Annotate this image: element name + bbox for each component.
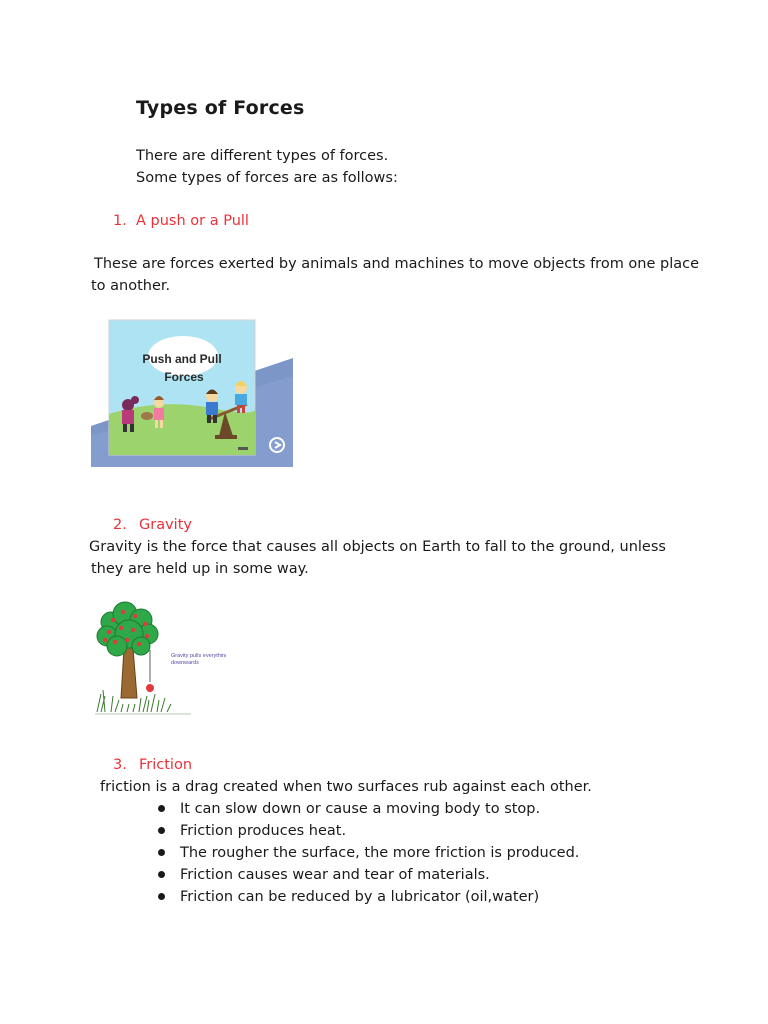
push-pull-image-title-1: Push and Pull bbox=[142, 352, 222, 366]
section-2-text-line-1: Gravity is the force that causes all objects on Earth to fall to the ground, unless bbox=[89, 539, 666, 555]
section-3-number: 3. bbox=[113, 757, 127, 773]
section-1-number: 1. bbox=[113, 213, 127, 229]
page-title: Types of Forces bbox=[136, 97, 305, 119]
section-3-text-line-1: friction is a drag created when two surfaces rub against each other. bbox=[100, 779, 592, 795]
gravity-label-1: Gravity pulls everything bbox=[171, 653, 226, 659]
bullet-icon bbox=[158, 849, 165, 856]
bullet-icon bbox=[158, 871, 165, 878]
list-item: Friction produces heat. bbox=[158, 820, 718, 842]
section-1-text-line-2: to another. bbox=[91, 278, 171, 294]
section-2-number: 2. bbox=[113, 517, 127, 533]
section-1-text-line-1: These are forces exerted by animals and machines to move objects from one place bbox=[94, 256, 700, 272]
section-2-text-line-2: they are held up in some way. bbox=[91, 561, 309, 577]
bullet-icon bbox=[158, 827, 165, 834]
intro-line-1: There are different types of forces. bbox=[136, 148, 389, 164]
section-1-heading: A push or a Pull bbox=[136, 213, 249, 229]
friction-bullet-list bbox=[158, 798, 718, 908]
list-item: Friction can be reduced by a lubricator (oil,water) bbox=[158, 886, 718, 908]
bullet-icon bbox=[158, 893, 165, 900]
gravity-label-2: downwards bbox=[171, 660, 199, 666]
intro-line-2: Some types of forces are as follows: bbox=[136, 170, 398, 186]
push-pull-image bbox=[91, 296, 293, 467]
push-pull-image-title-2: Forces bbox=[164, 370, 204, 384]
list-item: The rougher the surface, the more friction is produced. bbox=[158, 842, 718, 864]
bullet-icon bbox=[158, 805, 165, 812]
section-3-heading: Friction bbox=[139, 757, 193, 773]
gravity-tree-image bbox=[91, 600, 226, 728]
section-2-heading: Gravity bbox=[139, 517, 192, 533]
list-item: Friction causes wear and tear of materials. bbox=[158, 864, 718, 886]
list-item: It can slow down or cause a moving body to stop. bbox=[158, 798, 718, 820]
